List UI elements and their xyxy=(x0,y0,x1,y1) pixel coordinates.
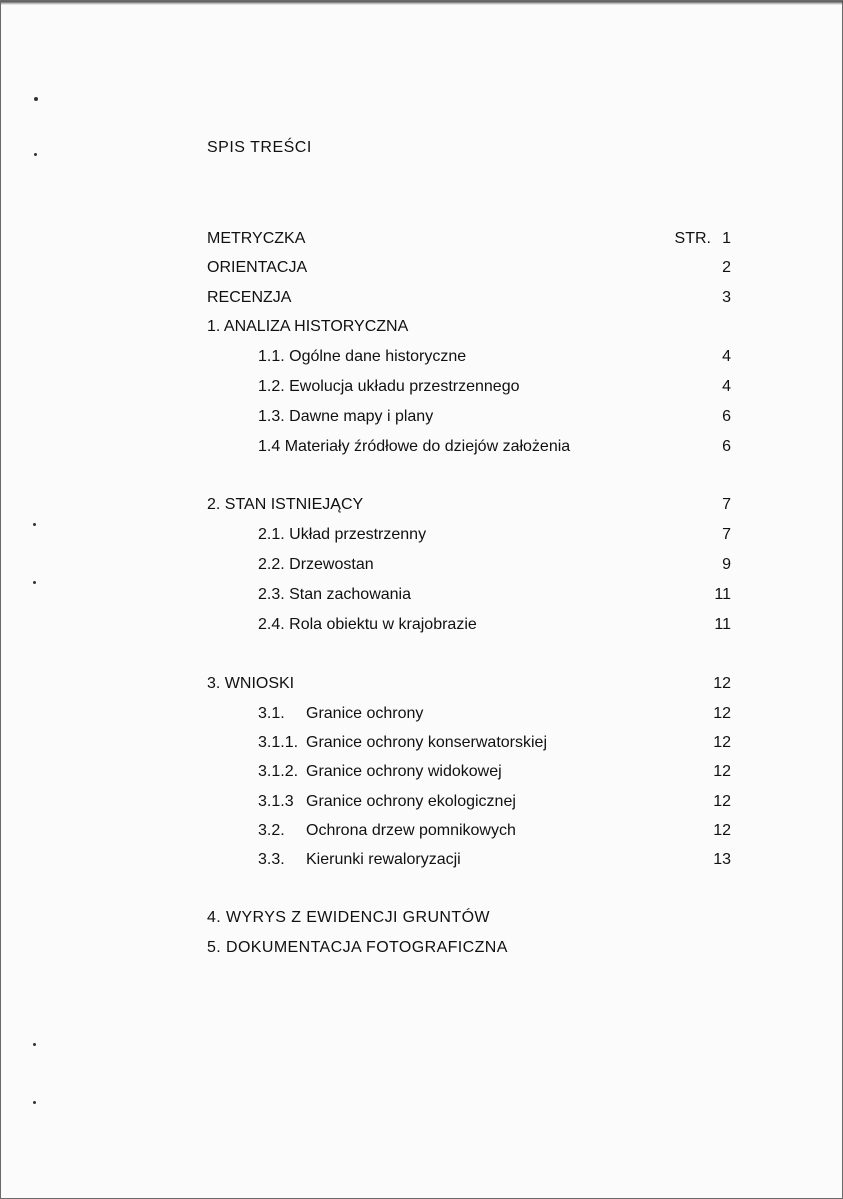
toc-entry xyxy=(207,346,731,368)
toc-entry-page: 12 xyxy=(713,675,731,692)
toc-entry-page: 12 xyxy=(713,793,731,810)
toc-entry-number: 3.1. xyxy=(258,705,285,722)
toc-entry-page: 7 xyxy=(722,526,731,543)
toc-entry-label: RECENZJA xyxy=(207,289,292,306)
page-column-header: STR. xyxy=(674,230,711,247)
toc-entry xyxy=(207,554,731,576)
page-title: SPIS TREŚCI xyxy=(207,139,312,156)
toc-entry xyxy=(207,436,731,458)
toc-entry-label: Granice ochrony konserwatorskiej xyxy=(306,734,547,751)
toc-entry-label: ORIENTACJA xyxy=(207,259,308,276)
toc-entry-label: Granice ochrony ekologicznej xyxy=(306,793,516,810)
toc-entry-page: 9 xyxy=(722,556,731,573)
toc-entry-label: Granice ochrony xyxy=(306,705,424,722)
toc-entry-label: 5. DOKUMENTACJA FOTOGRAFICZNA xyxy=(207,939,508,956)
toc-entry-page: 6 xyxy=(722,408,731,425)
toc-entry xyxy=(207,406,731,428)
toc-entry xyxy=(207,820,731,842)
toc-entry xyxy=(207,703,731,725)
toc-entry-label: 4. WYRYS Z EWIDENCJI GRUNTÓW xyxy=(207,909,490,926)
toc-entry-label: 1.1. Ogólne dane historyczne xyxy=(258,348,467,365)
toc-entry-label: 2.1. Układ przestrzenny xyxy=(258,526,427,543)
toc-entry xyxy=(207,761,731,783)
toc-entry-label: 2. STAN ISTNIEJĄCY xyxy=(207,496,364,513)
toc-entry-label: 1.2. Ewolucja układu przestrzennego xyxy=(258,378,520,395)
toc-entry xyxy=(207,228,731,250)
toc-entry xyxy=(207,732,731,754)
toc-entry-label: 2.4. Rola obiektu w krajobrazie xyxy=(258,616,477,633)
toc-entry-page: 7 xyxy=(722,496,731,513)
toc-entry-page: 4 xyxy=(722,378,731,395)
toc-entry-page: 12 xyxy=(713,734,731,751)
toc-entry xyxy=(207,287,731,309)
toc-entry-page: 1 xyxy=(722,230,731,247)
toc-entry-page: 6 xyxy=(722,438,731,455)
toc-entry-page: 4 xyxy=(722,348,731,365)
toc-entry-label: 3. WNIOSKI xyxy=(207,675,295,692)
toc-entry-page: 13 xyxy=(713,851,731,868)
toc-section-heading xyxy=(207,673,731,695)
toc-entry-page: 2 xyxy=(722,259,731,276)
toc-entry-page: 12 xyxy=(713,763,731,780)
toc-entry xyxy=(207,524,731,546)
scan-speck xyxy=(33,1101,36,1104)
toc-entry-number: 3.1.3 xyxy=(258,793,294,810)
toc-entry-page: 11 xyxy=(714,616,731,633)
toc-entry-page: 11 xyxy=(714,586,731,603)
toc-entry-number: 3.3. xyxy=(258,851,285,868)
toc-section-heading xyxy=(207,316,731,338)
toc-entry-label: Granice ochrony widokowej xyxy=(306,763,502,780)
scan-edge-shadow xyxy=(1,1,843,5)
scan-speck xyxy=(33,581,36,584)
toc-entry-label: 2.3. Stan zachowania xyxy=(258,586,411,603)
toc-section-heading xyxy=(207,494,731,516)
toc-entry-label: 1.3. Dawne mapy i plany xyxy=(258,408,434,425)
toc-entry xyxy=(207,584,731,606)
toc-entry-label: Ochrona drzew pomnikowych xyxy=(306,822,516,839)
scan-speck xyxy=(33,523,36,526)
toc-section-heading xyxy=(207,907,731,929)
toc-entry-page: 12 xyxy=(713,822,731,839)
toc-entry-label: 1.4 Materiały źródłowe do dziejów założenia xyxy=(258,438,571,455)
toc-entry xyxy=(207,791,731,813)
toc-entry-label: 1. ANALIZA HISTORYCZNA xyxy=(207,318,409,335)
toc-entry-page: 12 xyxy=(713,705,731,722)
scan-speck xyxy=(34,153,37,156)
toc-entry xyxy=(207,849,731,871)
toc-entry-number: 3.2. xyxy=(258,822,285,839)
toc-entry-label: METRYCZKA xyxy=(207,230,306,247)
toc-entry-page: 3 xyxy=(722,289,731,306)
toc-entry-label: 2.2. Drzewostan xyxy=(258,556,374,573)
toc-section-heading xyxy=(207,937,731,959)
scan-speck xyxy=(34,97,38,101)
toc-entry xyxy=(207,257,731,279)
toc-entry-label: Kierunki rewaloryzacji xyxy=(306,851,461,868)
toc-entry-number: 3.1.1. xyxy=(258,734,299,751)
toc-entry-number: 3.1.2. xyxy=(258,763,299,780)
toc-entry xyxy=(207,614,731,636)
toc-entry xyxy=(207,376,731,398)
scan-speck xyxy=(33,1043,36,1046)
